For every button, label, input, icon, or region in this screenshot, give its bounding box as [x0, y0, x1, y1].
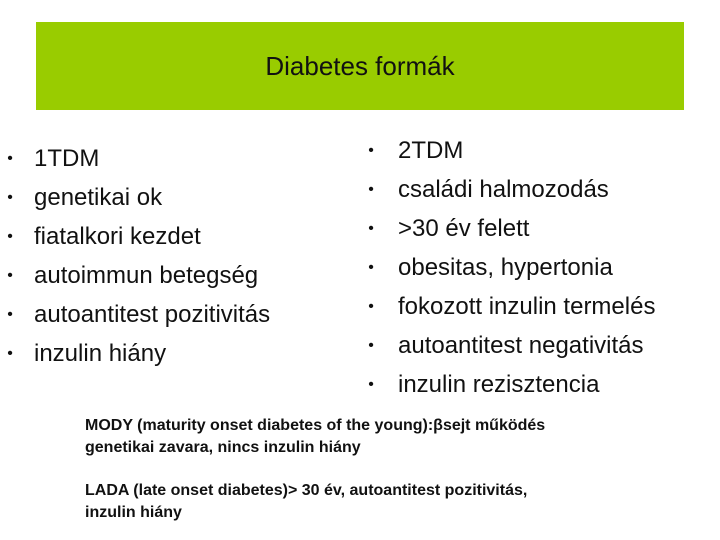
bullet-icon: • [7, 189, 13, 206]
right-bullet-list [364, 131, 714, 404]
list-item [2, 217, 342, 256]
bullet-icon: • [368, 259, 374, 276]
bullet-icon: • [368, 220, 374, 237]
bullet-icon: • [368, 298, 374, 315]
bullet-icon: • [368, 142, 374, 159]
list-item [364, 287, 714, 326]
bullet-icon: • [368, 376, 374, 393]
bullet-icon: • [7, 267, 13, 284]
slide-title: Diabetes formák [265, 50, 455, 81]
bullet-text: obesitas, hypertonia [398, 254, 613, 281]
bullet-icon: • [368, 337, 374, 354]
lada-note-line-1: LADA (late onset diabetes)> 30 év, autoantitest pozitivitás, [85, 482, 528, 499]
list-item [364, 170, 714, 209]
list-item [364, 365, 714, 404]
bullet-icon: • [7, 150, 13, 167]
left-bullet-list [2, 139, 342, 373]
bullet-icon: • [7, 345, 13, 362]
lada-note [85, 480, 685, 524]
list-item [364, 131, 714, 170]
mody-note [85, 415, 685, 459]
list-item [2, 178, 342, 217]
list-item [364, 209, 714, 248]
bullet-text: családi halmozodás [398, 176, 609, 203]
bullet-text: inzulin hiány [34, 340, 167, 367]
bullet-icon: • [7, 228, 13, 245]
bullet-icon: • [7, 306, 13, 323]
bullet-text: >30 év felett [398, 215, 530, 242]
list-item [2, 256, 342, 295]
bullet-text: inzulin rezisztencia [398, 371, 600, 398]
title-banner [36, 22, 684, 110]
bullet-text: autoimmun betegség [34, 262, 259, 289]
bullet-text: 2TDM [398, 137, 464, 164]
bullet-text: autoantitest pozitivitás [34, 301, 271, 328]
mody-note-line-2: genetikai zavara, nincs inzulin hiány [85, 439, 361, 456]
bullet-icon: • [368, 181, 374, 198]
lada-note-line-2: inzulin hiány [85, 504, 182, 521]
list-item [2, 295, 342, 334]
list-item [364, 326, 714, 365]
bullet-text: 1TDM [34, 145, 100, 172]
mody-note-line-1: MODY (maturity onset diabetes of the young):βsejt működés [85, 417, 546, 434]
list-item [2, 334, 342, 373]
list-item [364, 248, 714, 287]
bullet-text: autoantitest negativitás [398, 332, 644, 359]
bullet-text: fiatalkori kezdet [34, 223, 201, 250]
list-item [2, 139, 342, 178]
bullet-text: genetikai ok [34, 184, 163, 211]
bullet-text: fokozott inzulin termelés [398, 293, 656, 320]
